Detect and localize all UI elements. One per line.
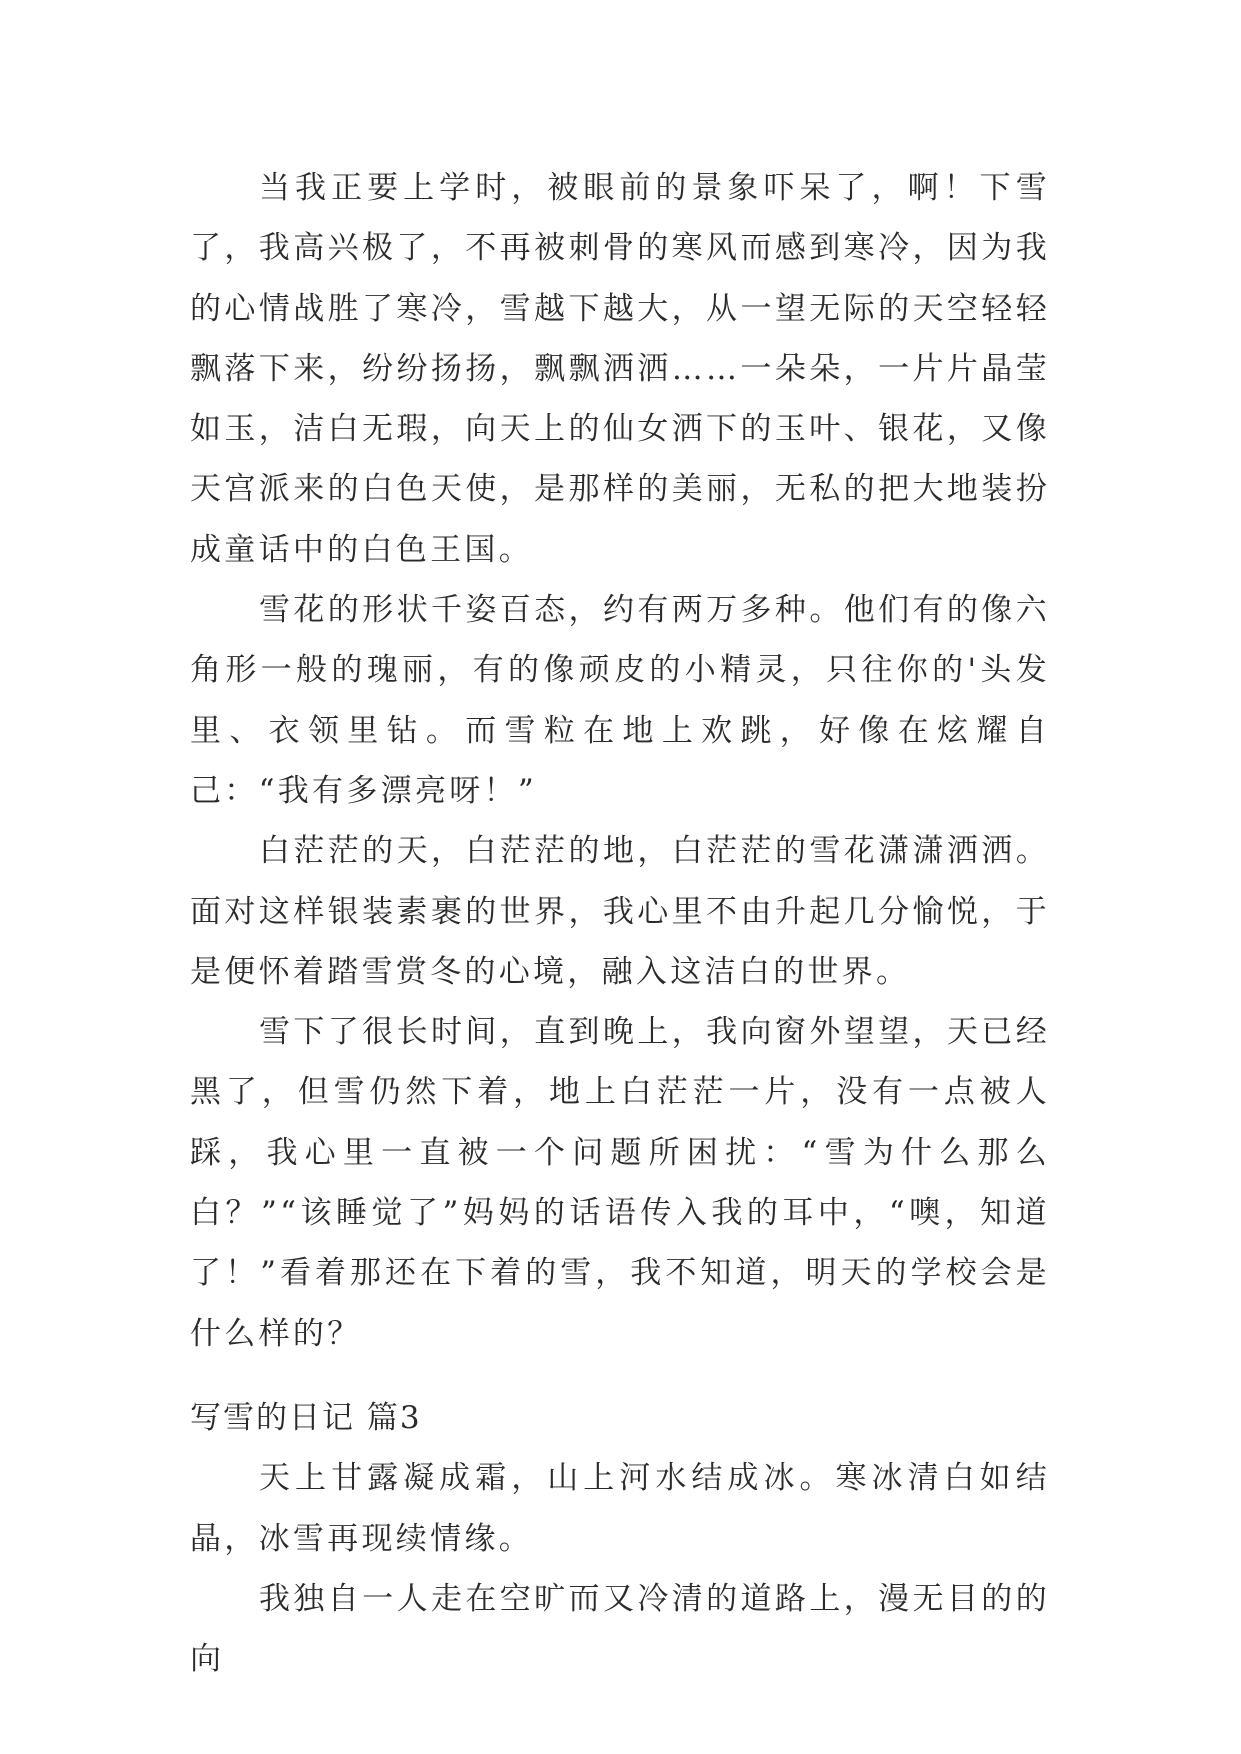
- section-heading: 写雪的日记 篇3: [190, 1399, 422, 1436]
- document-body: [190, 158, 1050, 1689]
- paragraph-walking-alone: 我独自一人走在空旷而又冷清的道路上，漫无目的的向: [190, 1580, 1050, 1678]
- paragraph-frost-and-ice: 天上甘露凝成霜，山上河水结成冰。寒冰清白如结晶，冰雪再现续情缘。: [190, 1460, 1050, 1557]
- paragraph-white-world: 白茫茫的天，白茫茫的地，白茫茫的雪花潇潇洒洒。面对这样银装素裹的世界，我心里不由升起几分愉悦，于是便怀着踏雪赏冬的心境，融入这洁白的世界。: [190, 833, 1050, 990]
- paragraph-snow-arrives: 当我正要上学时，被眼前的景象吓呆了，啊！下雪了，我高兴极了，不再被刺骨的寒风而感到寒冷，因为我的心情战胜了寒冷，雪越下越大，从一望无际的天空轻轻飘落下来，纷纷扬扬，飘飘洒洒……一朵朵，一片片晶莹如玉，洁白无瑕，向天上的仙女洒下的玉叶、银花，又像天宫派来的白色天使，是那样的美丽，无私的把大地装扮成童话中的白色王国。: [190, 170, 1050, 568]
- paragraph-snowflake-shapes: 雪花的形状千姿百态，约有两万多种。他们有的像六角形一般的瑰丽，有的像顽皮的小精灵，只往你的'头发里、衣领里钻。而雪粒在地上欢跳，好像在炫耀自己：“我有多漂亮呀！”: [190, 592, 1050, 809]
- paragraph-snow-at-night: 雪下了很长时间，直到晚上，我向窗外望望，天已经黑了，但雪仍然下着，地上白茫茫一片，没有一点被人踩，我心里一直被一个问题所困扰：“雪为什么那么白？”“该睡觉了”妈妈的话语传入我的耳中，“噢，知道了！”看着那还在下着的雪，我不知道，明天的学校会是什么样的？: [190, 1014, 1050, 1352]
